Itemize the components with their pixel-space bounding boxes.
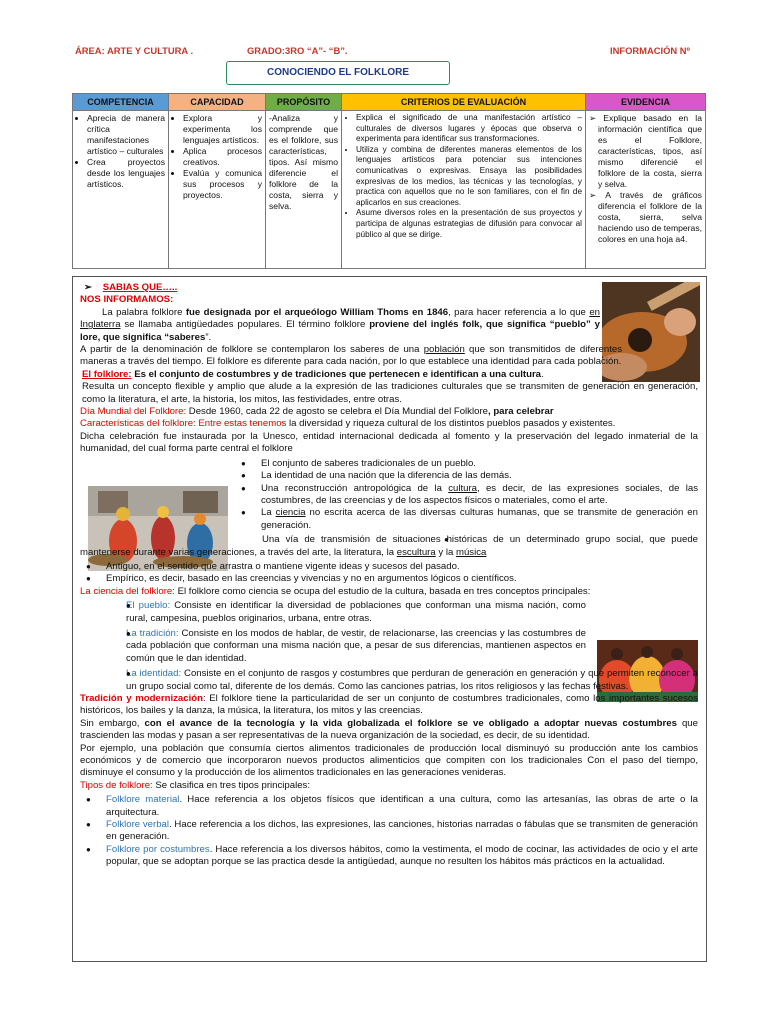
text: , es decir, de las expresiones sociales, de las costumbres, de las creencias y de los aspectos físicos o materiales, como el arte. xyxy=(261,482,698,506)
paragraph-ejemplo: Por ejemplo, una población que consumía ciertos alimentos tradicionales de producción local disminuyó su producción ante los cambios económicos y de comercio que incorporaron nuevos productos alimenticios que compiten con los tradicionales Con el paso del tiempo, disminuye el consumo y la producción de los alimentos tradicionales en las generaciones venideras. xyxy=(80,742,698,779)
cell-proposito: -Analiza y comprende que es el folklore, sus características, tipos. Así mismo diferencie el folklore de la costa, sierra y selva. xyxy=(266,111,342,269)
paragraph-tradicion xyxy=(80,693,698,718)
text: Día Mundial del Folklore: xyxy=(80,406,187,418)
link-ciencia[interactable]: ciencia xyxy=(275,507,306,519)
text: Sin embargo, xyxy=(80,717,145,729)
text: Folklore material xyxy=(106,794,180,806)
criterio-item: • Asume diversos roles en la presentación de sus proyectos y participa de algunas estrategias de difusión para convocar al público al que se dirige. xyxy=(356,208,582,240)
text: que trascienden las modas y pasan a ser representativas de la nueva organización de la sociedad, es decir, de su identidad. xyxy=(80,717,698,742)
list-item: ● El conjunto de saberes tradicionales de un pueblo. xyxy=(235,458,698,470)
capacidad-item: • Explora y experimenta los lenguajes artísticos. xyxy=(183,113,262,146)
cell-capacidad xyxy=(169,111,266,269)
text: , para hacer referencia a lo que xyxy=(448,306,590,318)
capacidad-item: • Evalúa y comunica sus procesos y proyectos. xyxy=(183,168,262,201)
text: con el avance de la tecnología y la vida globalizada el folklore se ve obligado a adoptar nuevas costumbres xyxy=(144,717,677,729)
text: Folklore por costumbres xyxy=(106,843,210,855)
text: Es el conjunto de costumbres y de tradiciones que pertenecen e identifican a una cultura xyxy=(131,368,542,380)
list-item xyxy=(80,844,698,869)
main-content xyxy=(80,282,698,869)
criterio-item: • Utiliza y combina de diferentes maneras elementos de los lenguajes artísticos para potenciar sus intenciones comunicativas o expresivas. Ensaya las posibilidades expresivas de los medios, las técnicas y las tecnologías, y practica con aquellos que no le son familiares, con el fin de aplicarlos en sus creaciones. xyxy=(356,145,582,209)
text: proviene del inglés folk, que significa “pueblo” y lore, que significa “saberes xyxy=(80,319,601,343)
text: que son transmitidos de diferentes maneras a través del tiempo. El folklore es diferente para cada nación, por lo que establece una identidad para cada población. xyxy=(80,344,622,368)
text: . xyxy=(541,368,544,380)
list-item: ● La identidad de una nación que la diferencia de las demás. xyxy=(235,470,698,482)
page-title: CONOCIENDO EL FOLKLORE xyxy=(226,61,450,85)
text: Tipos de folklore: xyxy=(80,779,153,791)
text: se llamaba antigüedades populares. El término folklore xyxy=(120,319,370,331)
cell-evidencia xyxy=(586,111,706,269)
text: Desde 1960, cada 22 de agosto se celebra el Día Mundial del Folklore xyxy=(186,406,488,418)
text: . Hace referencia a los dichos, las expresiones, las canciones, historias narradas o fábulas que se transmiten de generación en generación. xyxy=(106,819,699,843)
link-inglaterra[interactable]: en Inglaterra xyxy=(80,306,600,331)
evidencia-text: Explique basado en la información científica que es el Folklore, características, tipos, así mismo diferencié el folklore de la costa, sierra y selva. xyxy=(598,113,702,189)
capacidad-item: • Aplica procesos creativos. xyxy=(183,146,262,168)
text: , para celebrar xyxy=(487,406,554,418)
link-cultura[interactable]: cultura xyxy=(448,482,477,494)
link-poblacion[interactable]: población xyxy=(423,344,465,356)
informacion-label: INFORMACIÓN Nº xyxy=(610,45,690,56)
text: Consiste en los modos de hablar, de vestir, de relacionarse, las creencias y las costumbres de cada población que conforman una misma nación que, a pesar de sus diferencias, mantienen aspectos en común que le dan identidad. xyxy=(126,627,586,664)
evidencia-item: ➢ Explique basado en la información científica que es el Folklore, características, tipos, así mismo diferencié el folklore de la costa, sierra y selva. xyxy=(589,113,702,189)
text: Se clasifica en tres tipos principales: xyxy=(152,779,311,791)
text: Una reconstrucción antropológica de la xyxy=(261,482,449,494)
text: La palabra folklore xyxy=(102,306,186,318)
text: El folklore como ciencia se ocupa del estudio de la cultura, basada en tres conceptos principales: xyxy=(174,585,591,597)
text: fue designada por el arqueólogo William Thoms en 1846 xyxy=(185,306,449,318)
header-competencia: COMPETENCIA xyxy=(73,94,169,111)
text: . Hace referencia a los diversos hábitos, como la vestimenta, el modo de cocinar, las actividades de ocio y el arte popular, que se adoptan porque se las practica desde la antigüedad, aunque no resulten los hábitos más prácticos en la actualidad. xyxy=(106,843,698,868)
list-item xyxy=(80,668,698,693)
paragraph-unesco: Dicha celebración fue instaurada por la Unesco, entidad internacional dedicada al fomento y la preservación del legado inmaterial de la humanidad, del cual forma parte central el folklore xyxy=(80,430,698,455)
list-item: ● Antiguo, en el sentido que arrastra o mantiene vigente ideas y sucesos del pasado. xyxy=(80,561,698,573)
paragraph-definicion xyxy=(80,369,698,381)
link-escultura[interactable]: escultura xyxy=(396,546,436,558)
paragraph-ciencia xyxy=(80,586,698,598)
text: Consiste en el conjunto de rasgos y costumbres que perduran de generación en generación y que permiten reconocer a un grupo social como tal, diferente de los demás. Como las canciones patrias, los ritos religiosos y las fechas festivas. xyxy=(126,668,698,692)
paragraph-caracteristicas xyxy=(80,418,698,430)
link-musica[interactable]: música xyxy=(455,546,487,558)
area-label: ÁREA: ARTE Y CULTURA . xyxy=(75,45,194,56)
list-item xyxy=(80,819,698,844)
competencias-table xyxy=(72,93,706,269)
header-proposito: PROPÓSITO xyxy=(266,94,342,111)
criterio-item: • Explica el significado de una manifestación artístico – culturales de diversos lugares y épocas que observa o experimenta para identificar sus transformaciones. xyxy=(356,113,582,145)
list-item xyxy=(80,628,586,665)
cell-competencia xyxy=(73,111,169,269)
header-criterios: CRITERIOS DE EVALUACIÓN xyxy=(342,94,586,111)
grado-label: GRADO:3RO “A”- “B”. xyxy=(247,45,348,56)
paragraph-origin xyxy=(80,307,600,344)
paragraph-tipos xyxy=(80,780,698,792)
conceptos-list xyxy=(80,600,698,693)
text: El folklore: xyxy=(82,368,132,380)
text: Características del folklore: xyxy=(80,418,196,430)
competencia-item: • Crea proyectos desde los lenguajes artísticos. xyxy=(87,157,165,190)
list-item: ● Empírico, es decir, basado en las creencias y vivencias y no en argumentos lógicos o científicos. xyxy=(80,573,698,585)
text: La ciencia del folklore: xyxy=(80,585,175,597)
nos-informamos: NOS INFORMAMOS: xyxy=(80,294,174,306)
sabias-title: SABIAS QUE….. xyxy=(102,282,178,293)
text: no escrita acerca de las diversas culturas humanas, que se transmite de generación en generación. xyxy=(261,507,698,531)
text: Folklore verbal xyxy=(106,819,170,831)
caracteristicas-list-3 xyxy=(80,561,698,586)
text: la diversidad y riqueza cultural de los distintos pueblos pasados y existentes. xyxy=(286,418,616,430)
caracteristicas-list-2 xyxy=(80,534,698,559)
paragraph-poblacion xyxy=(80,344,622,369)
list-item xyxy=(235,483,698,508)
text: La identidad: xyxy=(126,668,182,680)
caracteristicas-list xyxy=(235,458,698,532)
text: Una vía de transmisión de situaciones históricas de un determinado grupo social, que puede mantenerse durante varias generaciones, a través del arte, la literatura, la xyxy=(80,534,698,558)
list-item xyxy=(80,534,698,559)
text: El pueblo: xyxy=(126,600,171,612)
paragraph-dia-mundial xyxy=(80,406,698,418)
cell-criterios xyxy=(342,111,586,269)
text: y la xyxy=(435,546,456,558)
text: A partir de la denominación de folklore se contemplaron los saberes de una xyxy=(80,344,424,356)
header-capacidad: CAPACIDAD xyxy=(169,94,266,111)
text: La xyxy=(261,507,276,519)
paragraph-concepto: Resulta un concepto flexible y amplio que alude a la expresión de las tradiciones culturales que se transmiten de generación en generación, como la literatura, el arte, la historia, los mitos, las festividades, entre otras. xyxy=(82,381,698,405)
list-item xyxy=(235,507,698,532)
header-evidencia: EVIDENCIA xyxy=(586,94,706,111)
evidencia-text: A través de gráficos diferencia el folklore de la costa, sierra, selva haciendo uso de temperas, colores en una hoja a4. xyxy=(598,190,702,244)
competencia-item: • Aprecia de manera crítica manifestaciones artístico – culturales xyxy=(87,113,165,157)
text: Consiste en identificar la diversidad de poblaciones que conforman una misma nación, como rural, campesina, pueblos originarios, urbana, entre otras. xyxy=(126,600,586,624)
paragraph-sin-embargo xyxy=(80,718,698,743)
sabias-que xyxy=(80,282,698,294)
text: La tradición: xyxy=(126,627,179,639)
text: Entre estas tenemos xyxy=(195,418,287,430)
tipos-list xyxy=(80,794,698,868)
text: . Hace referencia a los objetos físicos que identifican a una cultura, como las artesanías, las obras de arte o la arquitectura. xyxy=(106,794,698,818)
list-item xyxy=(80,600,586,625)
arrow-icon: ➢ xyxy=(84,282,93,293)
text: ”. xyxy=(205,331,212,343)
text: Tradición y modernización xyxy=(80,693,203,704)
list-item xyxy=(80,794,698,819)
text: : El folklore tiene la particularidad de ser un conjunto de costumbres tradicionales, como los importantes sucesos históricos, los bailes y la danza, la música, la literatura, los mitos y las creencias. xyxy=(80,693,698,717)
evidencia-item: ➢ A través de gráficos diferencia el folklore de la costa, sierra, selva haciendo uso de temperas, colores en una hoja a4. xyxy=(589,190,702,244)
